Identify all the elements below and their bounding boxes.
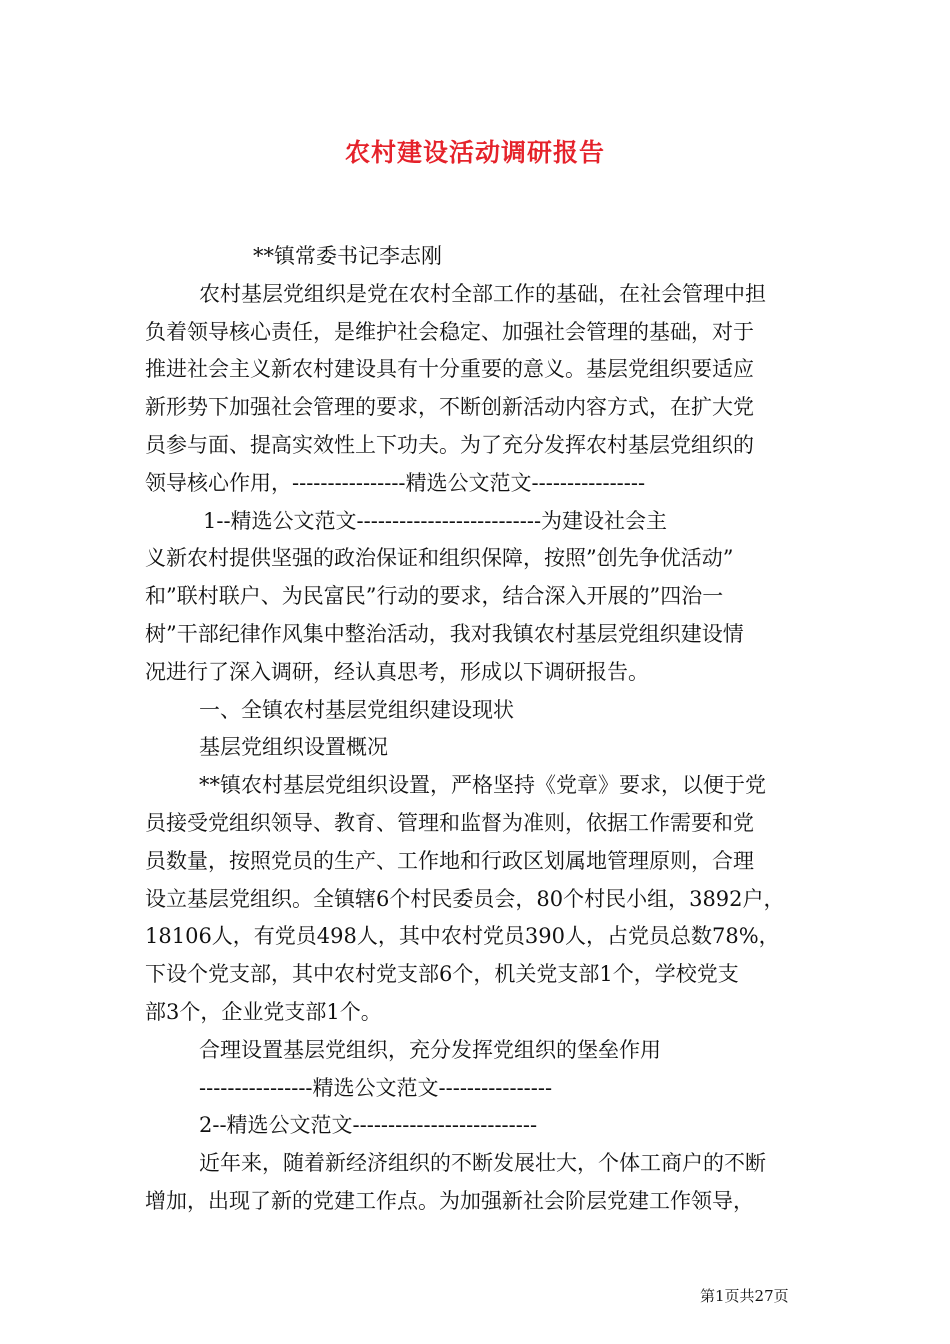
text-line: 2--精选公文范文-------------------------- bbox=[199, 1113, 538, 1138]
text-line: 农村基层党组织是党在农村全部工作的基础，在社会管理中担 bbox=[199, 281, 766, 306]
document-body bbox=[145, 238, 815, 1221]
text-line: 18106人，有党员498人，其中农村党员390人，占党员总数78%， bbox=[145, 924, 780, 949]
text-line: 员接受党组织领导、教育、管理和监督为准则，依据工作需要和党 bbox=[145, 810, 754, 835]
text-line: 下设个党支部，其中农村党支部6个，机关党支部1个，学校党支 bbox=[145, 962, 739, 987]
text-line: 1--精选公文范文--------------------------为建设社会主 bbox=[203, 508, 668, 533]
text-line: 增加，出现了新的党建工作点。为加强新社会阶层党建工作领导， bbox=[145, 1188, 754, 1213]
text-line: 推进社会主义新农村建设具有十分重要的意义。基层党组织要适应 bbox=[145, 357, 754, 382]
text-line: 树”干部纪律作风集中整治活动，我对我镇农村基层党组织建设情 bbox=[145, 621, 744, 646]
text-line: 近年来，随着新经济组织的不断发展壮大，个体工商户的不断 bbox=[199, 1151, 766, 1176]
page-number: 第1页共27页 bbox=[700, 1287, 789, 1305]
document-title: 农村建设活动调研报告 bbox=[344, 138, 605, 167]
text-line: 况进行了深入调研，经认真思考，形成以下调研报告。 bbox=[145, 659, 649, 684]
text-line: 负着领导核心责任，是维护社会稳定、加强社会管理的基础，对于 bbox=[145, 319, 754, 344]
author-line: **镇常委书记李志刚 bbox=[253, 244, 442, 268]
text-line: **镇农村基层党组织设置，严格坚持《党章》要求，以便于党 bbox=[199, 773, 766, 798]
text-line: 设立基层党组织。全镇辖6个村民委员会，80个村民小组，3892户， bbox=[145, 886, 785, 911]
text-line: 和”联村联户、为民富民”行动的要求，结合深入开展的”四治一 bbox=[145, 584, 724, 609]
text-line: 新形势下加强社会管理的要求，不断创新活动内容方式，在扩大党 bbox=[145, 395, 754, 420]
text-line: 领导核心作用，----------------精选公文范文---------------- bbox=[145, 470, 646, 495]
text-line: 一、全镇农村基层党组织建设现状 bbox=[199, 697, 514, 722]
text-line: 合理设置基层党组织，充分发挥党组织的堡垒作用 bbox=[199, 1037, 661, 1062]
text-line: 员参与面、提高实效性上下功夫。为了充分发挥农村基层党组织的 bbox=[145, 432, 754, 457]
text-line: 基层党组织设置概况 bbox=[199, 735, 388, 760]
text-line: 部3个，企业党支部1个。 bbox=[145, 999, 382, 1024]
text-line: 员数量，按照党员的生产、工作地和行政区划属地管理原则，合理 bbox=[145, 848, 754, 873]
text-line: ----------------精选公文范文---------------- bbox=[199, 1075, 553, 1100]
text-line: 义新农村提供坚强的政治保证和组织保障，按照”创先争优活动” bbox=[145, 546, 734, 571]
